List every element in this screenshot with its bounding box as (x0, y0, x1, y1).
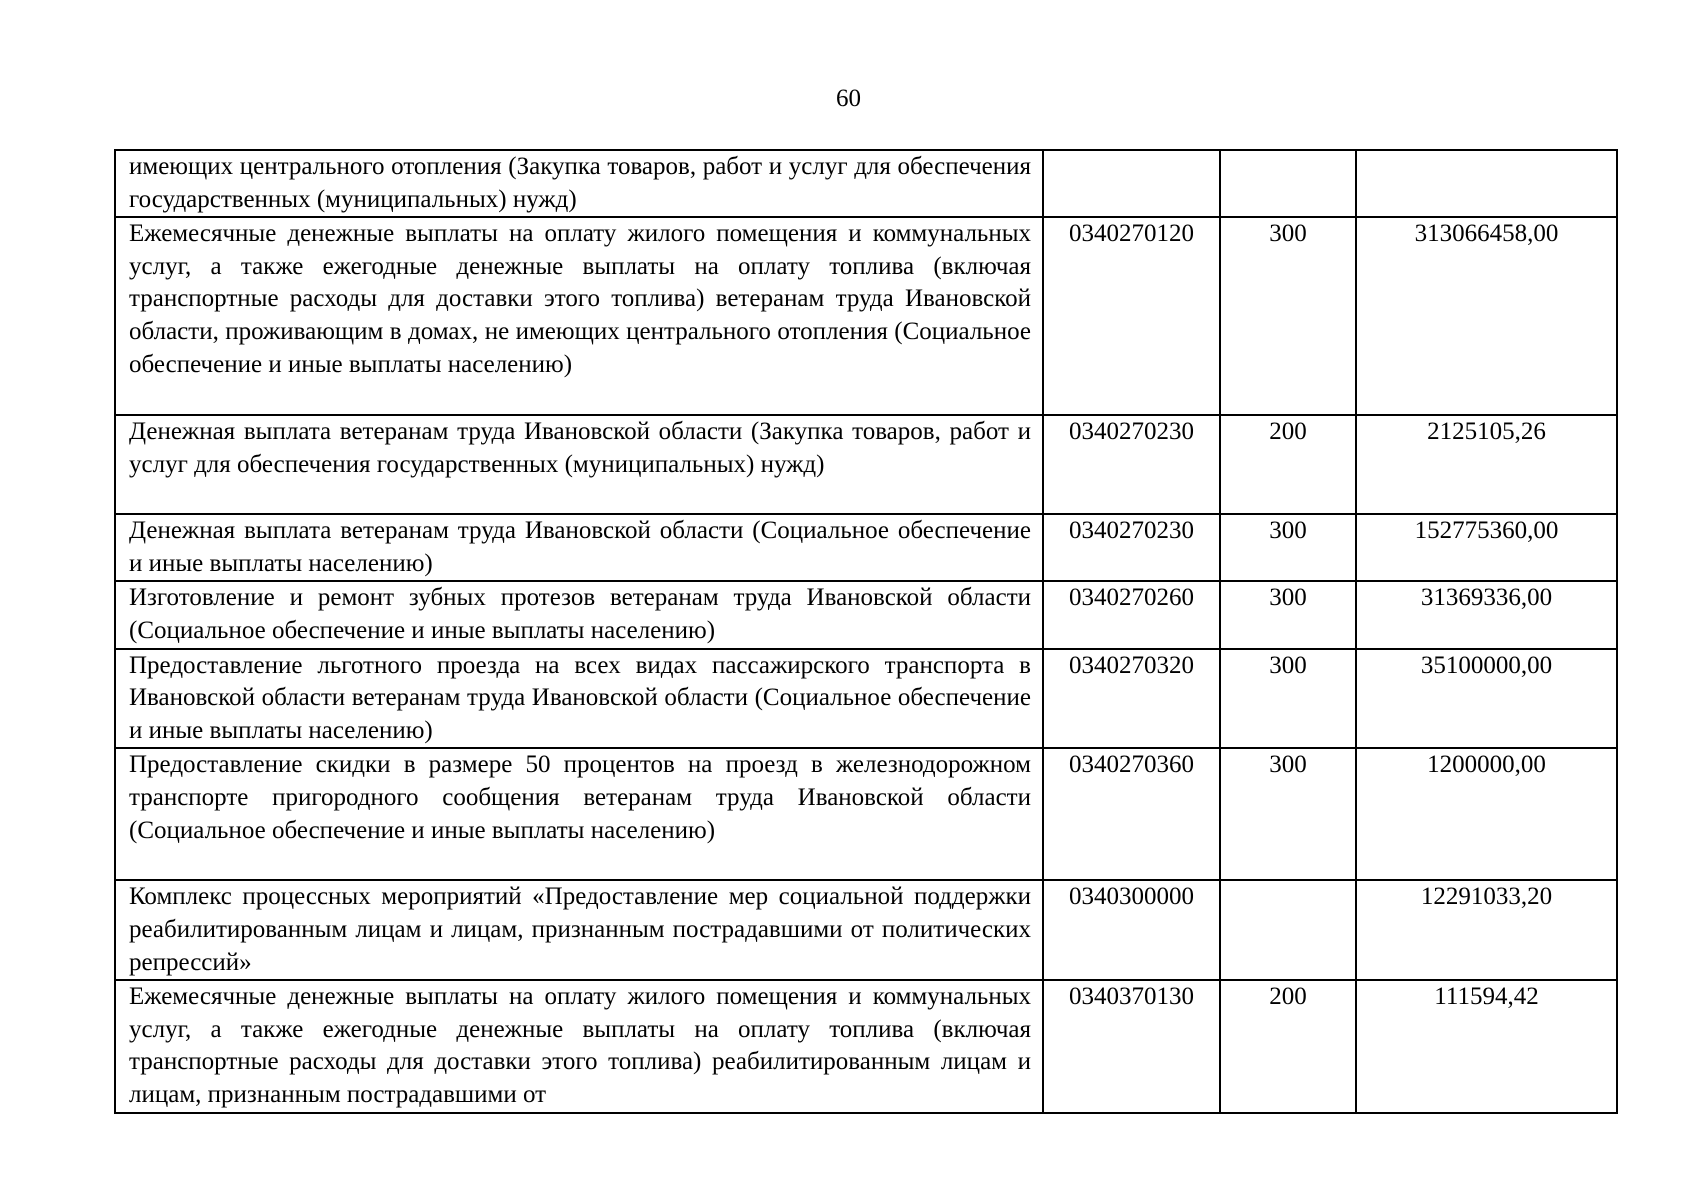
table-row (115, 980, 1617, 1112)
expense-name-cell: Ежемесячные денежные выплаты на оплату жилого помещения и коммунальных услуг, а также ежегодные денежные выплаты на оплату топлива (включая транспортные расходы для доставки этого топлива) реабилитированным лицам и лицам, признанным пострадавшими от (115, 980, 1043, 1112)
table-row (115, 514, 1617, 581)
expense-name-cell: Денежная выплата ветеранам труда Ивановской области (Закупка товаров, работ и услуг для обеспечения государственных (муниципальных) нужд) (115, 415, 1043, 514)
expense-kind-cell: 300 (1220, 581, 1356, 648)
table-row (115, 748, 1617, 880)
table-row (115, 581, 1617, 648)
amount-cell: 12291033,20 (1356, 880, 1617, 980)
amount-cell: 31369336,00 (1356, 581, 1617, 648)
table-row (115, 880, 1617, 980)
target-code-cell: 0340270320 (1043, 649, 1220, 749)
expense-name-cell: Комплекс процессных мероприятий «Предоставление мер социальной поддержки реабилитированным лицам и лицам, признанным пострадавшими от политических репрессий» (115, 880, 1043, 980)
target-code-cell (1043, 150, 1220, 217)
amount-cell: 2125105,26 (1356, 415, 1617, 514)
amount-cell: 111594,42 (1356, 980, 1617, 1112)
expense-kind-cell (1220, 880, 1356, 980)
amount-cell: 35100000,00 (1356, 649, 1617, 749)
target-code-cell: 0340300000 (1043, 880, 1220, 980)
expense-name-cell: Ежемесячные денежные выплаты на оплату жилого помещения и коммунальных услуг, а также ежегодные денежные выплаты на оплату топлива (включая транспортные расходы для доставки этого топлива) ветеранам труда Ивановской области, проживающим в домах, не имеющих центрального отопления (Социальное обеспечение и иные выплаты населению) (115, 217, 1043, 415)
amount-cell: 152775360,00 (1356, 514, 1617, 581)
target-code-cell: 0340270230 (1043, 514, 1220, 581)
amount-cell: 1200000,00 (1356, 748, 1617, 880)
expense-kind-cell: 300 (1220, 649, 1356, 749)
expense-kind-cell (1220, 150, 1356, 217)
target-code-cell: 0340270260 (1043, 581, 1220, 648)
budget-table (114, 149, 1618, 1114)
expense-kind-cell: 200 (1220, 980, 1356, 1112)
amount-cell (1356, 150, 1617, 217)
table-row (115, 217, 1617, 415)
table-row (115, 150, 1617, 217)
target-code-cell: 0340270230 (1043, 415, 1220, 514)
table-row (115, 649, 1617, 749)
target-code-cell: 0340370130 (1043, 980, 1220, 1112)
table-row (115, 415, 1617, 514)
expense-name-cell: имеющих центрального отопления (Закупка товаров, работ и услуг для обеспечения государственных (муниципальных) нужд) (115, 150, 1043, 217)
expense-name-cell: Изготовление и ремонт зубных протезов ветеранам труда Ивановской области (Социальное обеспечение и иные выплаты населению) (115, 581, 1043, 648)
page-number: 60 (836, 85, 861, 112)
expense-kind-cell: 200 (1220, 415, 1356, 514)
expense-name-cell: Денежная выплата ветеранам труда Ивановской области (Социальное обеспечение и иные выплаты населению) (115, 514, 1043, 581)
target-code-cell: 0340270360 (1043, 748, 1220, 880)
amount-cell: 313066458,00 (1356, 217, 1617, 415)
target-code-cell: 0340270120 (1043, 217, 1220, 415)
expense-kind-cell: 300 (1220, 514, 1356, 581)
expense-kind-cell: 300 (1220, 217, 1356, 415)
expense-name-cell: Предоставление льготного проезда на всех видах пассажирского транспорта в Ивановской области ветеранам труда Ивановской области (Социальное обеспечение и иные выплаты населению) (115, 649, 1043, 749)
expense-kind-cell: 300 (1220, 748, 1356, 880)
expense-name-cell: Предоставление скидки в размере 50 процентов на проезд в железнодорожном транспорте пригородного сообщения ветеранам труда Ивановской области (Социальное обеспечение и иные выплаты населению) (115, 748, 1043, 880)
